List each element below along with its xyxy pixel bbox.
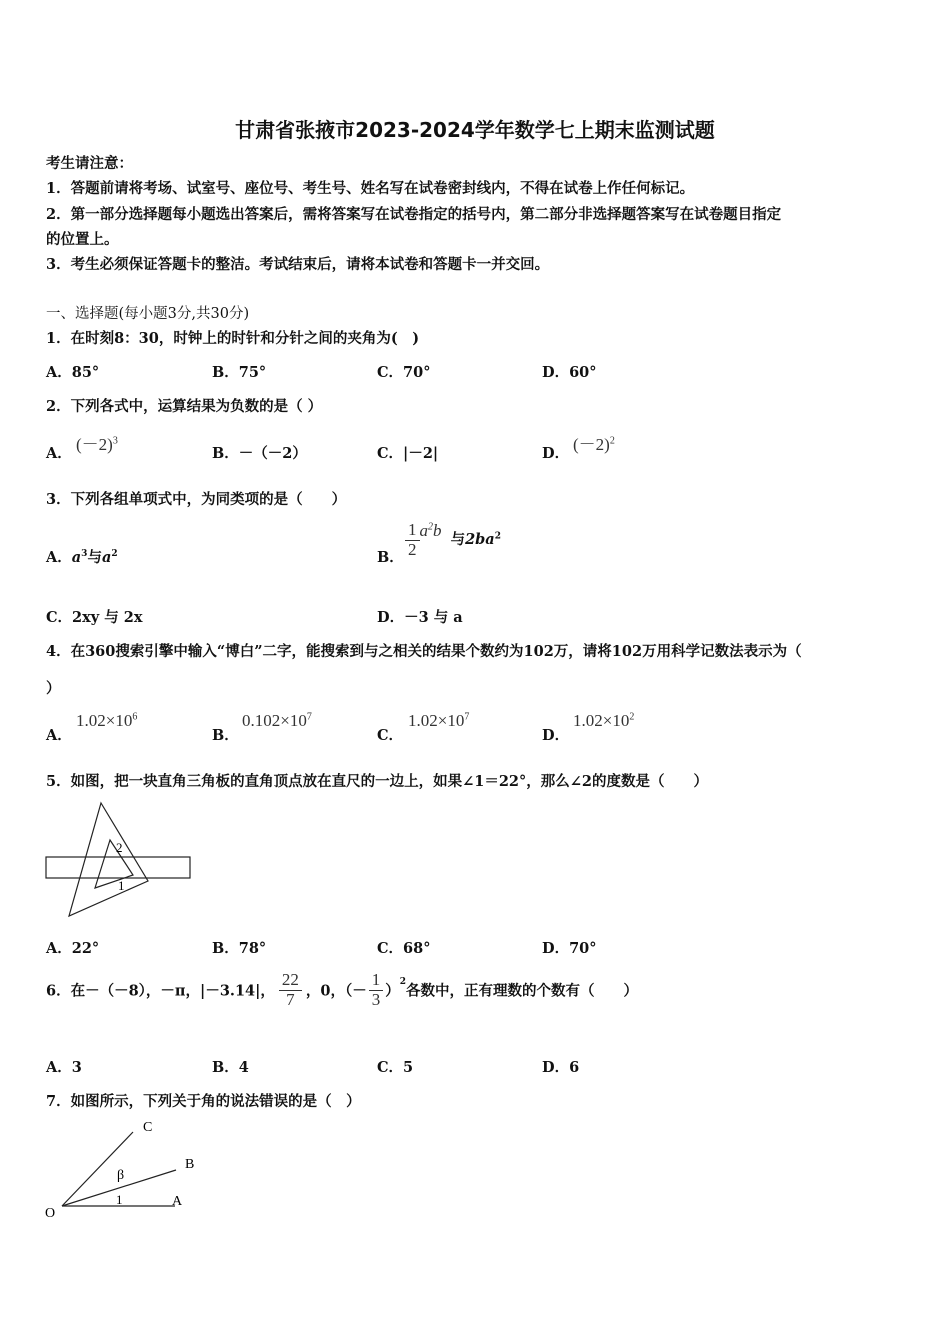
q6-option-d: D．6	[542, 1059, 580, 1076]
q5-option-a: A．22°	[46, 940, 100, 957]
q5-option-c: C．68°	[377, 940, 431, 957]
q4-option-a-label: A．	[46, 727, 72, 744]
q6-option-a: A．3	[46, 1059, 82, 1076]
q1-option-c: C．70°	[377, 364, 431, 381]
question-7-stem: 7．如图所示，下列关于角的说法错误的是（ ）	[46, 1093, 361, 1110]
notice-item-1: 1．答题前请将考场、试室号、座位号、考生号、姓名写在试卷密封线内，不得在试卷上作任何标记。	[46, 180, 695, 197]
ruler-triangle-figure	[40, 795, 200, 920]
q2-option-b: B．－（－2）	[212, 445, 307, 462]
question-5-stem: 5．如图，把一块直角三角板的直角顶点放在直尺的一边上，如果∠1＝22°，那么∠2的度数是（ ）	[46, 773, 708, 790]
question-4-stem-b: ）	[46, 680, 61, 697]
question-6-stem: 6．在－（－8），－π，|－3.14|， $\frac{22}{7}$ ，0，（－ $\frac{1}{3}$ ）$^2$各数中，正有理数的个数有（ ）	[46, 970, 639, 1009]
fraction-one-half: $\frac{1}{2}$	[405, 521, 420, 559]
q2-option-a-expr: $(-2)^3$	[76, 435, 118, 454]
point-B-label: B	[185, 1157, 195, 1172]
angle-figure	[40, 1115, 210, 1225]
q4-option-c-label: C．	[377, 727, 404, 744]
question-2-stem: 2．下列各式中，运算结果为负数的是（ ）	[46, 398, 323, 415]
q1-option-a: A．85°	[46, 364, 100, 381]
triangle-outer	[69, 803, 148, 916]
q2-option-c: C．|－2|	[377, 445, 439, 462]
q3-option-d: D．－3 与 a	[377, 609, 463, 626]
point-A-label: A	[172, 1194, 183, 1209]
point-O-label: O	[45, 1206, 56, 1221]
q2-option-d-label: D．	[542, 445, 570, 462]
question-3-stem: 3．下列各组单项式中，为同类项的是（ ）	[46, 491, 347, 508]
q4-option-b-label: B．	[212, 727, 239, 744]
fraction-1-over-3: $\frac{1}{3}$	[369, 971, 384, 1009]
angle-1-label: 1	[116, 1192, 123, 1207]
angle-beta-label: β	[117, 1168, 125, 1183]
q4-option-b-expr: $0.102\times 10^7$	[242, 711, 312, 730]
point-C-label: C	[143, 1120, 153, 1135]
fraction-22-over-7: $\frac{22}{7}$	[279, 971, 302, 1009]
section-heading: 一、选择题(每小题3分,共30分)	[46, 306, 250, 322]
angle-2-label: 2	[116, 840, 123, 855]
q4-option-d-expr: $1.02\times 10^2$	[573, 711, 635, 730]
page-title: 甘肃省张掖市2023-2024学年数学七上期末监测试题	[235, 118, 715, 142]
q5-option-b: B．78°	[212, 940, 267, 957]
q6-option-c: C．5	[377, 1059, 414, 1076]
question-4-stem-a: 4．在360搜索引擎中输入“博白”二字，能搜索到与之相关的结果个数约为102万，请将102万用科学记数法表示为（	[46, 643, 802, 660]
q1-option-d: D．60°	[542, 364, 597, 381]
q3-option-a: A．$a^3$与$a^2$	[46, 549, 118, 566]
q1-option-b: B．75°	[212, 364, 267, 381]
question-1-stem: 1．在时刻8：30，时钟上的时针和分针之间的夹角为( )	[46, 330, 420, 347]
q4-option-a-expr: $1.02\times 10^6$	[76, 711, 138, 730]
q6-option-b: B．4	[212, 1059, 249, 1076]
q2-option-a-label: A．	[46, 445, 72, 462]
q3-option-b-expr: $\frac{1}{2}$ $a^2b$ 与$2ba^2$	[405, 521, 501, 559]
ruler-shape	[46, 857, 190, 878]
q4-option-c-expr: $1.02\times 10^7$	[408, 711, 470, 730]
q3-option-b-label: B．	[377, 549, 404, 566]
q3-option-c: C．2xy 与 2x	[46, 609, 143, 626]
notice-item-2b: 的位置上。	[46, 231, 119, 248]
q2-option-d-expr: $(-2)^2$	[573, 435, 615, 454]
q5-option-d: D．70°	[542, 940, 597, 957]
angle-1-label: 1	[118, 878, 125, 893]
notice-item-3: 3．考生必须保证答题卡的整洁。考试结束后，请将本试卷和答题卡一并交回。	[46, 256, 550, 273]
q4-option-d-label: D．	[542, 727, 570, 744]
notice-item-2a: 2．第一部分选择题每小题选出答案后，需将答案写在试卷指定的括号内，第二部分非选择题答案写在试卷题目指定	[46, 206, 782, 223]
notice-heading: 考生请注意：	[46, 155, 133, 172]
